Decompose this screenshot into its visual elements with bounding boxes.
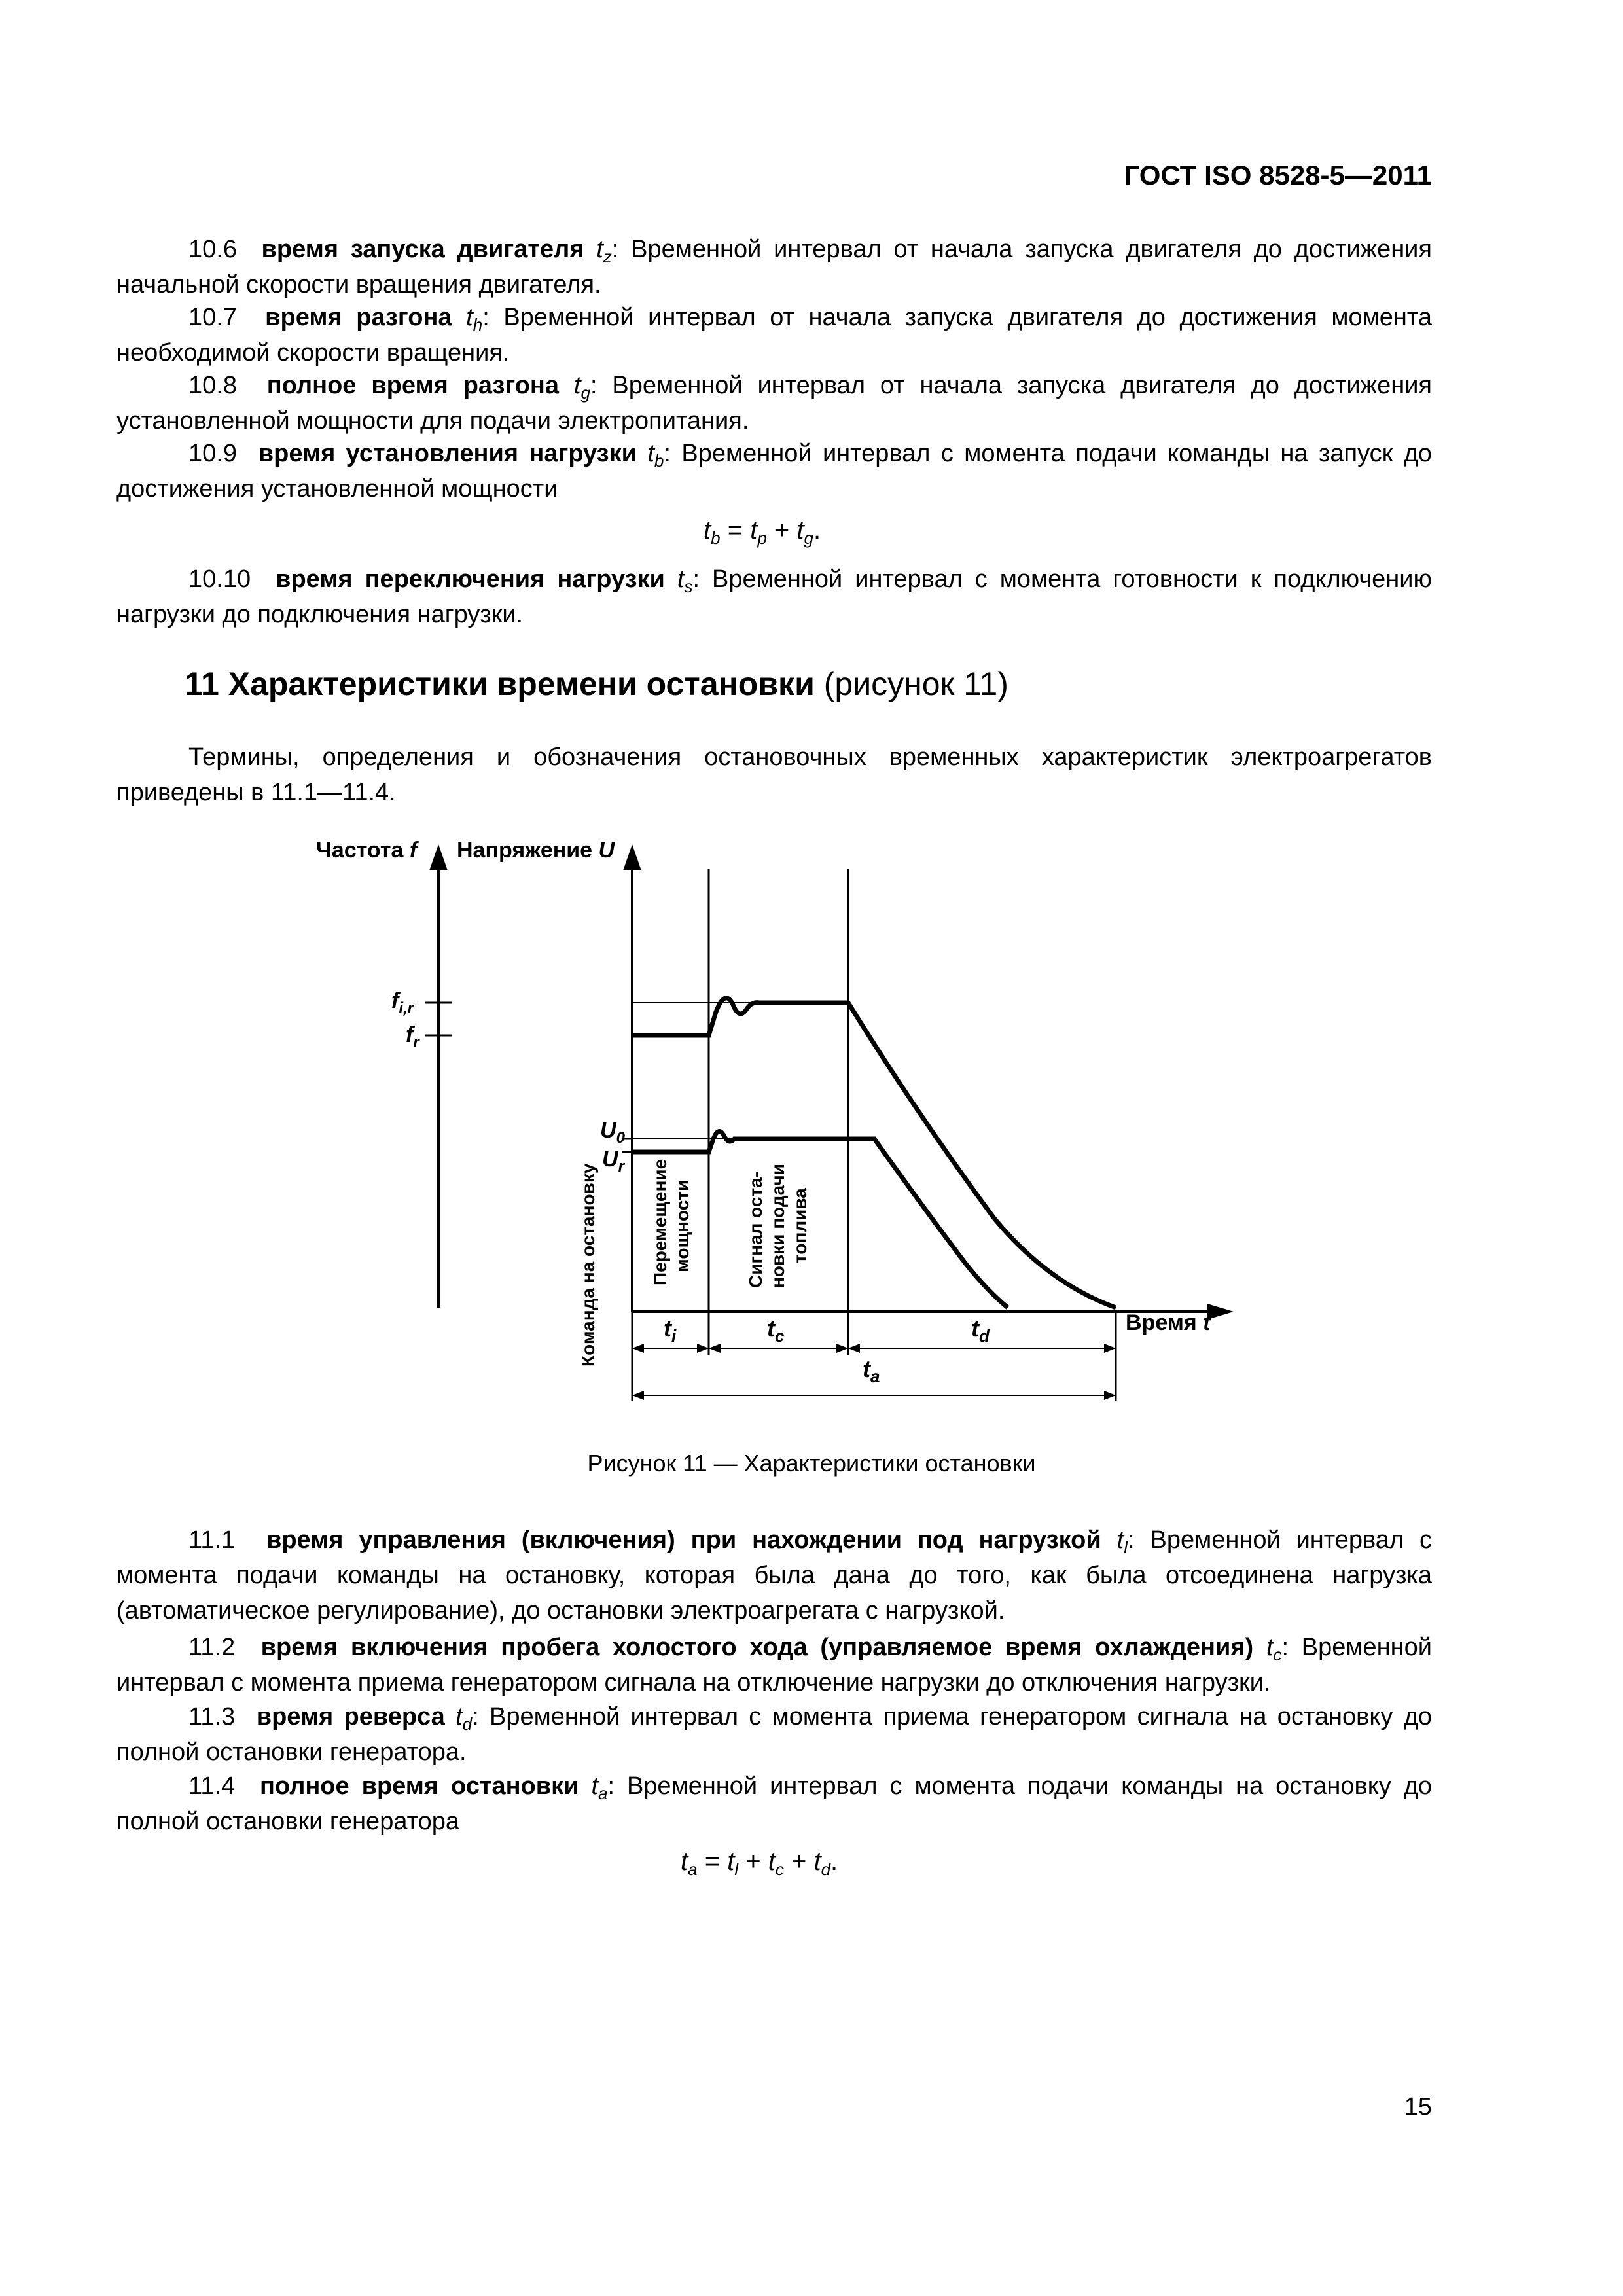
definition-symbol: t xyxy=(455,1703,463,1731)
definition-term: время управления (включения) при нахождении под нагрузкой xyxy=(266,1526,1101,1554)
definition-symbol: t xyxy=(647,440,654,467)
document-id: ГОСТ ISO 8528-5—2011 xyxy=(1124,160,1432,190)
tick-label-fir: $f_{i,r}$ xyxy=(391,988,414,1017)
definition-number: 11.4 xyxy=(188,1772,236,1800)
definition-number: 11.3 xyxy=(188,1703,236,1731)
definition-term: время переключения нагрузки xyxy=(276,565,665,593)
definition-symbol: t xyxy=(596,236,603,263)
x-label-time: Время t xyxy=(1126,1310,1211,1335)
definition-symbol-sub: d xyxy=(462,1714,473,1734)
definition-11-4 xyxy=(116,1768,1432,1839)
definition-text: : Временной интервал с момента готовности к подключению нагрузки до подключения нагрузки. xyxy=(116,565,1432,628)
definition-term: время установления нагрузки xyxy=(258,440,637,467)
definition-symbol: t xyxy=(466,304,473,331)
definition-symbol: t xyxy=(1116,1526,1124,1554)
definition-text: : Временной интервал с момента подачи команды на остановку до полной остановки генератора xyxy=(116,1772,1433,1835)
definition-symbol-sub: l xyxy=(1124,1537,1128,1557)
definition-symbol-sub: b xyxy=(654,451,664,471)
tick-label-u0: $U_0$ xyxy=(600,1118,625,1147)
formula-tb: $t_b = t_p + t_g$. xyxy=(704,516,821,548)
interval-tc: $t_c$ xyxy=(767,1315,785,1346)
definition-number: 11.1 xyxy=(188,1526,236,1554)
tick-label-fr: $f_r$ xyxy=(406,1022,419,1051)
definition-number: 10.8 xyxy=(188,372,237,399)
definition-number: 10.6 xyxy=(188,236,237,263)
definition-symbol-sub: a xyxy=(598,1784,608,1803)
definition-number: 10.7 xyxy=(188,304,237,331)
definition-text: : Временной интервал с момента приема генератором сигнала на отключение нагрузки до отключения нагрузки. xyxy=(116,1634,1432,1696)
definition-term: время включения пробега холостого хода (управляемое время охлаждения) xyxy=(260,1634,1254,1661)
definition-text: : Временной интервал с момента подачи команды на запуск до достижения установленной мощности xyxy=(116,440,1432,503)
label-power-move-1: Перемещение xyxy=(650,1158,670,1285)
y-label-frequency: Частота f xyxy=(316,838,418,863)
section-figure-ref: (рисунок 11) xyxy=(823,666,1008,702)
definition-text: : Временной интервал с момента подачи команды на остановку, которая была дана до того, как была отсоединена нагрузка (автоматическое регулирование), до остановки электроагрегата с нагрузкой. xyxy=(116,1526,1432,1624)
definition-text: : Временной интервал от начала запуска двигателя до достижения момента необходимой скорости вращения. xyxy=(116,304,1432,367)
definition-text: : Временной интервал от начала запуска двигателя до достижения начальной скорости вращения двигателя. xyxy=(116,236,1432,298)
definition-11-2 xyxy=(116,1630,1432,1700)
definition-symbol-sub: c xyxy=(1273,1645,1282,1664)
definition-11-1 xyxy=(116,1522,1432,1628)
definition-term: полное время остановки xyxy=(260,1772,579,1800)
label-fuel-signal-2: новки подачи xyxy=(768,1164,788,1288)
definition-symbol-sub: z xyxy=(603,247,612,266)
section-title: 11 Характеристики времени остановки xyxy=(185,666,815,702)
label-fuel-signal-3: топлива xyxy=(790,1188,810,1263)
definition-term: время разгона xyxy=(265,304,452,331)
definition-text: : Временной интервал от начала запуска двигателя до достижения установленной мощности для подачи электропитания. xyxy=(116,372,1432,435)
label-power-move-2: мощности xyxy=(672,1179,692,1272)
definition-symbol-sub: g xyxy=(580,383,590,403)
label-fuel-signal-1: Сигнал оста- xyxy=(745,1171,766,1288)
definition-11-3 xyxy=(116,1699,1432,1770)
figure-caption: Рисунок 11 — Характеристики остановки xyxy=(587,1450,1036,1477)
definition-symbol: t xyxy=(677,565,685,593)
definition-term: полное время разгона xyxy=(266,372,560,399)
definition-symbol-sub: h xyxy=(473,315,483,334)
interval-td: $t_d$ xyxy=(971,1315,990,1346)
section-intro: Термины, определения и обозначения остановочных временных характеристик электроагрегатов приведены в 11.1—11.4. xyxy=(116,744,1432,806)
page-number: 15 xyxy=(1404,2093,1432,2121)
y-label-voltage: Напряжение U xyxy=(457,838,615,863)
y-axis-volt-arrow xyxy=(623,844,641,870)
definition-symbol: t xyxy=(573,372,581,399)
definition-text: : Временной интервал с момента приема генератором сигнала на остановку до полной остановки генератора. xyxy=(116,1703,1433,1766)
label-stop-command: Команда на остановку xyxy=(578,1163,598,1367)
definition-number: 11.2 xyxy=(188,1634,236,1661)
y-axis-freq-arrow xyxy=(429,844,448,870)
definition-number: 10.10 xyxy=(188,565,251,593)
definition-symbol: t xyxy=(591,1772,598,1800)
interval-ti: $t_i$ xyxy=(664,1315,677,1346)
formula-ta: $t_a = t_l + t_c + t_d$. xyxy=(681,1847,838,1879)
definition-symbol-sub: s xyxy=(684,577,693,596)
definition-number: 10.9 xyxy=(188,440,237,467)
definition-term: время реверса xyxy=(256,1703,445,1731)
tick-label-ur: $U_r$ xyxy=(602,1147,624,1175)
x-axis-arrow xyxy=(1207,1304,1234,1319)
interval-ta: $t_a$ xyxy=(863,1355,880,1386)
definition-symbol: t xyxy=(1266,1634,1274,1661)
definition-term: время запуска двигателя xyxy=(261,236,584,263)
